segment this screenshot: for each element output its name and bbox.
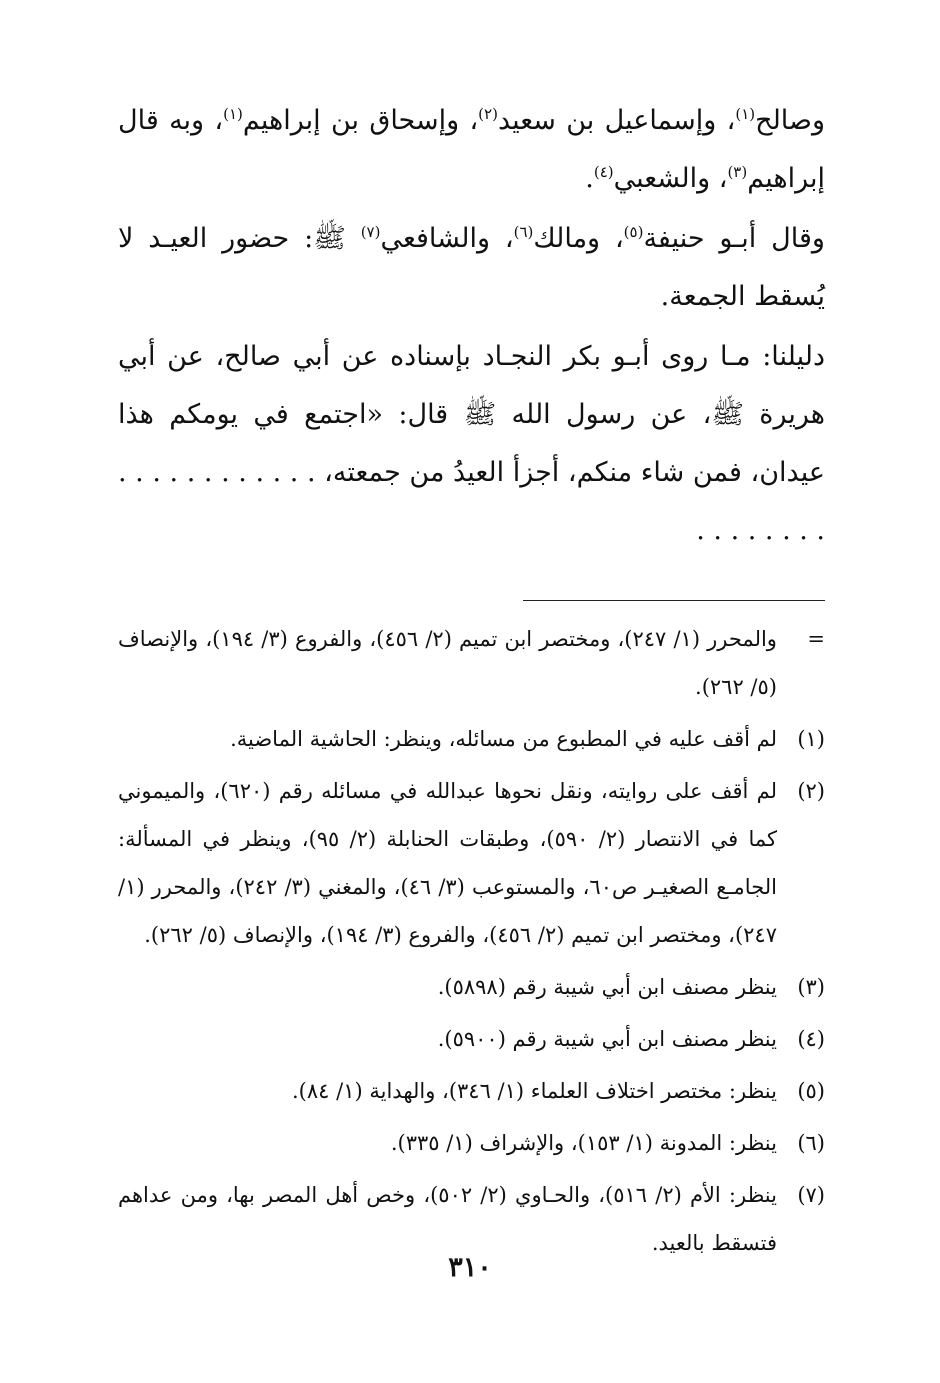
footnote-5 [118, 1067, 825, 1115]
footnotes [118, 615, 825, 1267]
footnote-number: (٤) [797, 1027, 825, 1051]
footnote-marker: (٥) [623, 223, 644, 241]
paragraph-text: ، وإسماعيل بن سعيد [497, 105, 736, 136]
paragraph-text: ، والشعبي [613, 163, 728, 194]
footnote-text: ينظر: مختصر اختلاف العلماء (١/ ٣٤٦)، والهداية (١/ ٨٤). [292, 1079, 777, 1103]
paragraph-text: وقال أبـو حنيفة [643, 223, 825, 254]
paragraph-text: . [585, 163, 594, 194]
body-paragraph-3 [118, 328, 825, 560]
footnote-number: (٥) [797, 1079, 825, 1103]
page-content [118, 92, 825, 1267]
footnote-1 [118, 715, 825, 763]
footnote-marker: (٧) [360, 223, 381, 241]
footnote-continuation [118, 615, 825, 711]
footnote-marker: (٦) [513, 223, 534, 241]
footnote-marker: (٢) [478, 105, 498, 123]
footnote-text: والمحرر (١/ ٢٤٧)، ومختصر ابن تميم (٢/ ٤٥٦)، والفروع (٣/ ١٩٤)، والإنصاف (٥/ ٢٦٢). [118, 627, 777, 699]
page-number: ٣١٠ [448, 1252, 492, 1283]
footnote-marker: (٤) [593, 163, 614, 181]
footnote-4 [118, 1015, 825, 1063]
footnote-6 [118, 1119, 825, 1167]
paragraph-text: ، ومالك [533, 223, 624, 254]
footnote-text: لم أقف على روايته، ونقل نحوها عبدالله في مسائله رقم (٦٢٠)، والميموني كما في الانتصار (٢/ ٥٩٠)، وطبقات الحنابلة (٢/ ٩٥)، وينظر في المسألة: الجامـع الصغيـر ص٦٠، والمستوعب (٣/ ٤٦)، والمغني (٣/ ٢٤٢)، والمحرر (١/ ٢٤٧)، ومختصر ابن تميم (٢/ ٤٥٦)، والفروع (٣/ ١٩٤)، والإنصاف (٥/ ٢٦٢). [118, 779, 777, 947]
footnote-marker: (١) [223, 105, 243, 123]
footnote-number: (٢) [797, 779, 825, 803]
paragraph-text: دليلنا: مـا روى أبـو بكر النجـاد بإسناده عن أبي صالح، عن أبي هريرة ﷺ، عن رسول الله ﷺ قال: «اجتمع في يومكم هذا عيدان، فمن شاء منكم، أجزأ العيدُ من جمعته، . . . . . . . . . . . . . . . . . . . . [118, 341, 825, 546]
paragraph-text: ، وبه قال إبراهيم [118, 105, 825, 194]
body-paragraph-2 [118, 210, 825, 326]
footnote-number: (٦) [797, 1131, 825, 1155]
footnote-text: ينظر مصنف ابن أبي شيبة رقم (٥٨٩٨). [437, 975, 777, 999]
footnote-text: ينظر: الأم (٢/ ٥١٦)، والحـاوي (٢/ ٥٠٢)، وخص أهل المصر بها، ومن عداهم فتسقط بالعيد. [118, 1183, 777, 1255]
footnote-3 [118, 963, 825, 1011]
footnote-marker: (١) [735, 105, 756, 123]
footnote-2 [118, 767, 825, 959]
paragraph-text: ، والشافعي [380, 223, 514, 254]
footnote-number: (٣) [797, 975, 825, 999]
footnote-text: لم أقف عليه في المطبوع من مسائله، وينظر: الحاشية الماضية. [230, 727, 777, 751]
footnote-number: (٧) [797, 1183, 825, 1207]
footnote-marker: (٣) [727, 163, 748, 181]
footnote-divider [523, 600, 825, 601]
footnote-text: ينظر مصنف ابن أبي شيبة رقم (٥٩٠٠). [437, 1027, 777, 1051]
paragraph-text: ﷺ: حضور العيـد لا يُسقط الجمعة. [118, 223, 825, 312]
footnote-text: ينظر: المدونة (١/ ١٥٣)، والإشراف (١/ ٣٣٥). [390, 1131, 777, 1155]
footnote-number: (١) [797, 727, 825, 751]
body-paragraph-1 [118, 92, 825, 208]
paragraph-text: ، وإسحاق بن إبراهيم [242, 105, 479, 136]
paragraph-text: وصالح [755, 105, 825, 136]
footnote-number: = [807, 627, 825, 651]
